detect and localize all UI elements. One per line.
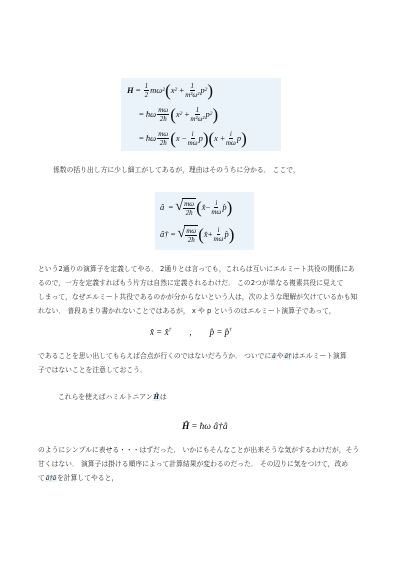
- a-operator: â: [160, 202, 165, 212]
- hamiltonian-ladder-form: Ĥ = ħω â†â: [182, 422, 228, 432]
- eq1-line1: H = $\frac{1}{2}$ mω 2 ( x 2 + $\frac{1}{\text{m²ω²}}$ p 2 ): [127, 80, 214, 100]
- hamiltonian-inline: Ĥ: [153, 394, 159, 401]
- eq2-line1: â = √ $\frac{m\omega}{2ħ}$ ( x̂ − $\frac{i}{m\omega}$ p̂ ): [160, 197, 233, 217]
- hermitian-relations: x̂ = x̂† , p̂ = p̂†: [150, 327, 232, 337]
- paragraph-4: これらを使えばハミルトニアンĤは: [58, 393, 167, 401]
- paragraph-2-line-1: という2通りの演算子を定義してやる． 2通りとは言っても，これらは互いにエルミート共役の関係にあ: [38, 265, 355, 273]
- eq1-line2: = ħω $\frac{m\omega}{2ħ}$ ( x 2 + $\frac{1}{\text{m²ω²}}$ p 2 ): [139, 104, 219, 124]
- paragraph-1: 係数の括り出し方に少し細工がしてあるが，理由はそのうちに分かる． ここで，: [53, 166, 300, 174]
- paragraph-3-line-2: 子ではないことを注意しておこう．: [38, 366, 147, 374]
- a-dagger-a-inline: â†â: [45, 475, 56, 482]
- ladder-operator-equation-box: [155, 192, 254, 250]
- paragraph-2-line-3: しまって，なぜエルミート共役であるのかが分からないという人は，次のような理解が欠けているかも知: [38, 293, 358, 301]
- paragraph-5-line-3: てâ†âを計算してやると，: [38, 474, 119, 482]
- a-dagger-inline: â†: [284, 353, 292, 360]
- paragraph-2-line-2: るので，一方を定義すればもう片方は自然に定義されるわけだ． この2つが単なる複素共役に見えて: [38, 279, 344, 287]
- inverse-m2w2-fraction: $\frac{1}{\text{m²ω²}}$: [185, 81, 200, 99]
- hbar-omega: ħω: [145, 109, 157, 119]
- half-fraction: $\frac{1}{2}$: [144, 81, 149, 99]
- paragraph-5-line-1: のようにシンプルに表せる・・・はずだった． いかにもそんなことが出来そうな気がするわけだが，そう: [38, 446, 360, 454]
- paragraph-5-line-2: 甘くはない． 演算子は掛ける順序によって計算結果が変わるのだった． その辺りに気をつけて，改め: [38, 460, 349, 468]
- paragraph-2-line-4: れない． 普段あまり書かれないことではあるが， x や p というのはエルミート演算子であって，: [38, 307, 336, 315]
- eq1-line3: = ħω $\frac{m\omega}{2ħ}$ ( x − $\frac{i}{m\omega}$ p ) ( x + $\frac{i}{m\omega}$ p ): [139, 128, 247, 148]
- paragraph-3-line-1: であることを思い出してもらえば合点が行くのではないだろうか． ついでにâやâ†はエルミート演算: [38, 352, 347, 360]
- sqrt-factor: √ $\frac{m\omega}{2ħ}$: [175, 199, 195, 217]
- eq1-lhs: H: [127, 85, 134, 95]
- a-dagger-operator: â†: [160, 229, 169, 239]
- equals-sign: =: [135, 85, 141, 95]
- a-hat-inline: â: [272, 353, 276, 360]
- eq2-line2: â† = √ $\frac{m\omega}{2ħ}$ ( x̂ + $\frac{i}{m\omega}$ p̂ ): [160, 224, 235, 244]
- hamiltonian-equation-box: [121, 78, 281, 151]
- m-omega: mω: [150, 85, 163, 95]
